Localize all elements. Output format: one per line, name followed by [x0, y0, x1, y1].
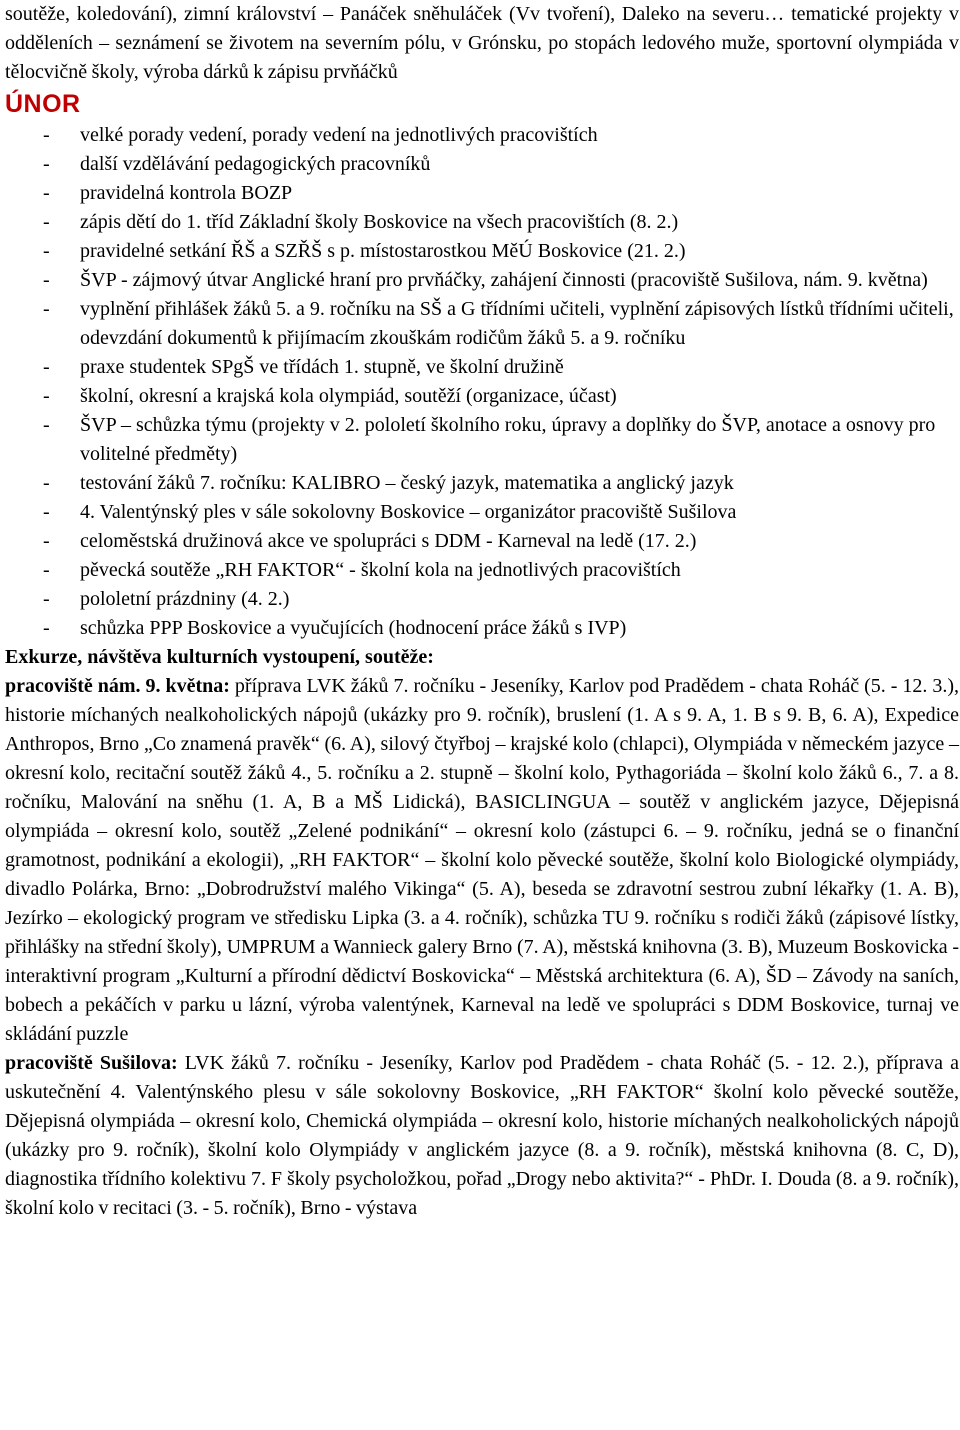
- list-item-text: pololetní prázdniny (4. 2.): [80, 588, 290, 610]
- bullet-dash: -: [43, 124, 50, 146]
- bullet-dash: -: [43, 356, 50, 378]
- list-item-text: zápis dětí do 1. tříd Základní školy Boskovice na všech pracovištích (8. 2.): [80, 211, 679, 233]
- list-item-text: další vzdělávání pedagogických pracovníků: [80, 153, 431, 175]
- list-item-text: ŠVP – schůzka týmu (projekty v 2. pololetí školního roku, úpravy a doplňky do ŠVP, anotace a osnovy pro volitelné předměty): [80, 414, 936, 465]
- list-item: [5, 208, 960, 237]
- bullet-dash: -: [43, 385, 50, 407]
- bullet-dash: -: [43, 211, 50, 233]
- list-item-text: 4. Valentýnský ples v sále sokolovny Boskovice – organizátor pracoviště Sušilova: [80, 501, 737, 523]
- list-item: [5, 150, 960, 179]
- nam9kvetna-text: příprava LVK žáků 7. ročníku - Jeseníky, Karlov pod Pradědem - chata Roháč (5. - 12. 3.), historie míchaných nealkoholických nápojů (ukázky pro 9. ročník), bruslení (1. A s 9. A, 1. B s 9. B, 6. A), Expedice Anthropos, Brno „Co znamená pravěk“ (6. A), silový čtyřboj – krajské kolo (chlapci), Olympiáda v německém jazyce – okresní kolo, recitační soutěž žáků 4., 5. ročníku a 2. stupně – školní kolo, Pythagoriáda – školní kolo žáků 6., 7. a 8. ročníku, Malování na sněhu (1. A, B a MŠ Lidická), BASICLINGUA – soutěž v anglickém jazyce, Dějepisná olympiáda – okresní kolo, soutěž „Zelené podnikání“ – okresní kolo (zástupci 6. – 9. ročníku, jedná se o finanční gramotnost, podnikání a ekologii), „RH FAKTOR“ – školní kolo pěvecké soutěže, školní kolo Biologické olympiády, divadlo Polárka, Brno: „Dobrodružství malého Vikinga“ (5. A), beseda se zdravotní sestrou zubní lékařky (1. A. B), Jezírko – ekologický program ve středisku Lipka (3. a 4. ročník), schůzka TU 9. ročníku s rodiči žáků (zápisové lístky, přihlášky na střední školy), UMPRUM a Wannieck galery Brno (7. A), městská knihovna (3. B), Muzeum Boskovicka - interaktivní program „Kulturní a přírodní dědictví Boskovicka“ – Městská architektura (6. A), ŠD – Závody na saních, bobech a pekáčích v parku u lázní, výroba valentýnek, Karneval na ledě ve spolupráci s DDM Boskovice, turnaj ve skládání puzzle: [5, 675, 959, 1045]
- list-item-text: celoměstská družinová akce ve spolupráci s DDM - Karneval na ledě (17. 2.): [80, 530, 697, 552]
- bullet-dash: -: [43, 269, 50, 291]
- list-item: [5, 585, 960, 614]
- list-item: [5, 382, 960, 411]
- list-item-text: školní, okresní a krajská kola olympiád, soutěží (organizace, účast): [80, 385, 617, 407]
- bullet-dash: -: [43, 240, 50, 262]
- list-item: [5, 498, 960, 527]
- bullet-dash: -: [43, 298, 50, 320]
- bullet-dash: -: [43, 617, 50, 639]
- list-item-text: schůzka PPP Boskovice a vyučujících (hodnocení práce žáků s IVP): [80, 617, 627, 639]
- list-item-text: ŠVP - zájmový útvar Anglické hraní pro prvňáčky, zahájení činnosti (pracoviště Sušilova, nám. 9. května): [80, 269, 928, 291]
- intro-paragraph: soutěže, koledování), zimní království – Panáček sněhuláček (Vv tvoření), Daleko na severu… tematické projekty v odděleních – seznámení se životem na severním pólu, v Grónsku, po stopách ledového muže, sportovní olympiáda v tělocvičně školy, výroba dárků k zápisu prvňáčků: [5, 3, 959, 83]
- list-item-text: pravidelné setkání ŘŠ a SZŘŠ s p. místostarostkou MěÚ Boskovice (21. 2.): [80, 240, 686, 262]
- susilova-text: LVK žáků 7. ročníku - Jeseníky, Karlov pod Pradědem - chata Roháč (5. - 12. 2.), příprava a uskutečnění 4. Valentýnského plesu v sále sokolovny Boskovice, „RH FAKTOR“ školní kolo pěvecké soutěže, Dějepisná olympiáda – okresní kolo, Chemická olympiáda – okresní kolo, historie míchaných nealkoholických nápojů (ukázky pro 9. ročník), školní kolo Olympiády v anglickém jazyce (8. a 9. ročník), městská knihovna (8. C, D), diagnostika třídního kolektivu 7. F školy psycholožkou, pořad „Drogy nebo aktivita?“ - PhDr. I. Douda (8. a 9. ročník), školní kolo v recitaci (3. - 5. ročník), Brno - výstava: [5, 1052, 959, 1219]
- bullet-dash: -: [43, 559, 50, 581]
- bullet-dash: -: [43, 414, 50, 436]
- bullet-dash: -: [43, 153, 50, 175]
- bullet-dash: -: [43, 530, 50, 552]
- susilova-paragraph: [5, 1049, 960, 1223]
- list-item: [5, 179, 960, 208]
- bullet-dash: -: [43, 182, 50, 204]
- bullet-dash: -: [43, 501, 50, 523]
- list-item: [5, 614, 960, 643]
- list-item-text: vyplnění přihlášek žáků 5. a 9. ročníku na SŠ a G třídními učiteli, vyplnění zápisových lístků třídními učiteli, odevzdání dokumentů k přijímacím zkouškám rodičům žáků 5. a 9. ročníku: [80, 298, 954, 349]
- list-item: [5, 527, 960, 556]
- list-item: [5, 295, 960, 353]
- list-item: [5, 411, 960, 469]
- list-item-text: velké porady vedení, porady vedení na jednotlivých pracovištích: [80, 124, 598, 146]
- list-item: [5, 469, 960, 498]
- susilova-label: pracoviště Sušilova:: [5, 1052, 178, 1074]
- list-item: [5, 266, 960, 295]
- activity-list: [5, 121, 960, 643]
- list-item: [5, 353, 960, 382]
- list-item-text: praxe studentek SPgŠ ve třídách 1. stupně, ve školní družině: [80, 356, 564, 378]
- nam9kvetna-label: pracoviště nám. 9. května:: [5, 675, 230, 697]
- excursions-heading: Exkurze, návštěva kulturních vystoupení, soutěže:: [5, 646, 434, 668]
- nam9kvetna-paragraph: [5, 672, 960, 1049]
- list-item: [5, 121, 960, 150]
- bullet-dash: -: [43, 472, 50, 494]
- list-item: [5, 556, 960, 585]
- month-heading: ÚNOR: [5, 90, 81, 118]
- list-item-text: testování žáků 7. ročníku: KALIBRO – český jazyk, matematika a anglický jazyk: [80, 472, 734, 494]
- list-item: [5, 237, 960, 266]
- list-item-text: pěvecká soutěže „RH FAKTOR“ - školní kola na jednotlivých pracovištích: [80, 559, 681, 581]
- bullet-dash: -: [43, 588, 50, 610]
- list-item-text: pravidelná kontrola BOZP: [80, 182, 293, 204]
